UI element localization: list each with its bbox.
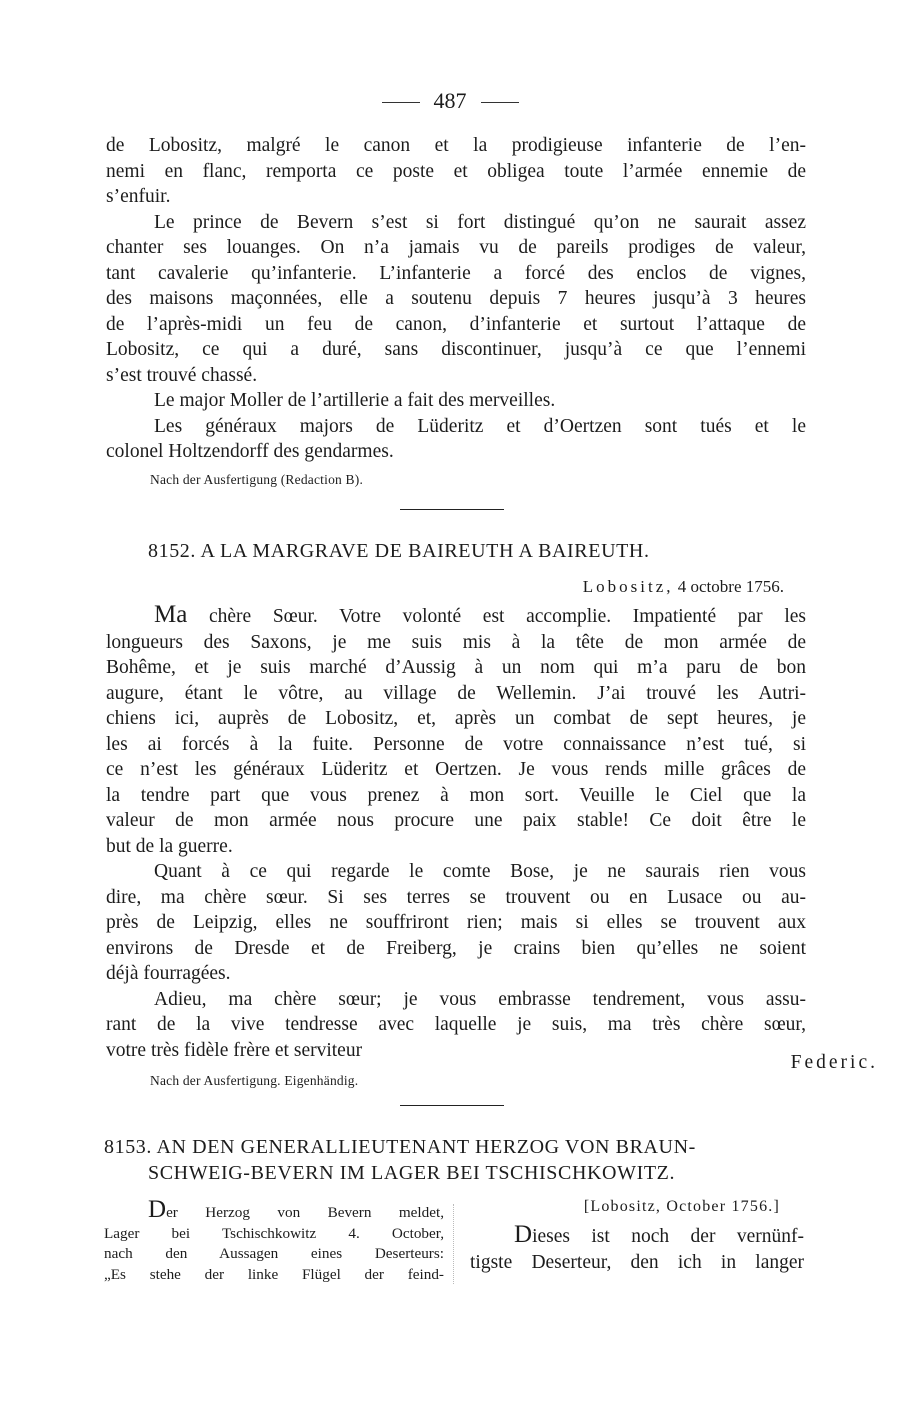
continuation-paragraph-4 bbox=[106, 414, 806, 465]
drop-initial: D bbox=[514, 1221, 533, 1248]
page-number: 487 bbox=[433, 88, 467, 113]
letter-title: 8152. A LA MARGRAVE DE BAIREUTH A BAIREUTH. bbox=[148, 540, 650, 562]
text-line: s’est trouvé chassé. bbox=[106, 364, 258, 386]
text-line: Le major Moller de l’artillerie a fait des merveilles. bbox=[154, 390, 556, 411]
text-line: „Es stehe der linke Flügel der feind- bbox=[104, 1265, 444, 1283]
letter-paragraph-2 bbox=[106, 859, 806, 987]
text-line: dire, ma chère sœur. Si ses terres se trouvent ou en Lusace ou au- bbox=[106, 886, 806, 908]
text-line: des maisons maçonnées, elle a soutenu depuis 7 heures jusqu’à 3 heures bbox=[106, 288, 806, 309]
text-line: chiens ici, auprès de Lobositz, et, après un combat de sept heures, je bbox=[106, 708, 806, 729]
drop-initial: Ma bbox=[154, 601, 188, 628]
text-line: but de la guerre. bbox=[106, 835, 233, 857]
letter-8152-body bbox=[106, 602, 806, 1063]
text-line: de Lobositz, malgré le canon et la prodigieuse infanterie de l’en- bbox=[106, 135, 806, 156]
place-date: [Lobositz, October 1756.] bbox=[583, 1198, 780, 1215]
text-line: près de Leipzig, elles ne souffriront rien; mais si elles se trouvent aux bbox=[106, 912, 806, 933]
text-line: nemi en flanc, remporta ce poste et obligea toute l’armée ennemie de bbox=[106, 160, 806, 182]
text-line: longueurs des Saxons, je me suis mis à la tête de mon armée de bbox=[106, 631, 806, 653]
column-separator bbox=[453, 1204, 454, 1284]
text-line: votre très fidèle frère et serviteur bbox=[106, 1039, 363, 1061]
header-dash-right bbox=[481, 102, 519, 103]
letter-paragraph-3 bbox=[106, 987, 806, 1064]
text-line: nach den Aussagen eines Deserteurs: bbox=[104, 1245, 444, 1262]
text-line: tigste Deserteur, den ich in langer bbox=[470, 1251, 804, 1273]
text-line: la tendre part que vous prenez à mon sort. Veuille le Ciel que la bbox=[106, 784, 806, 806]
text-line bbox=[106, 602, 806, 630]
text-line: de l’après-midi un feu de canon, d’infanterie et surtout l’attaque de bbox=[106, 313, 806, 335]
text-line: chanter ses louanges. On n’a jamais vu de pareils prodiges de valeur, bbox=[106, 237, 806, 258]
text-line: Quant à ce qui regarde le comte Bose, je ne saurais rien vous bbox=[154, 861, 806, 882]
source-note: Nach der Ausfertigung. Eigenhändig. bbox=[150, 1073, 359, 1088]
text-line bbox=[470, 1222, 804, 1250]
summary-column bbox=[104, 1196, 444, 1285]
text-line: valeur de mon armée nous procure une paix stable! Ce doit être le bbox=[106, 810, 806, 831]
text-run: er Herzog von Bevern meldet, bbox=[166, 1204, 444, 1221]
text-line: s’enfuir. bbox=[106, 186, 171, 207]
text-line: déjà fourragées. bbox=[106, 963, 231, 984]
continuation-section bbox=[106, 133, 806, 489]
continuation-paragraph-1 bbox=[106, 133, 806, 210]
signature: Federic. bbox=[790, 1052, 878, 1073]
text-line: rant de la vive tendresse avec laquelle je suis, ma très chère sœur, bbox=[106, 1014, 806, 1035]
continuation-paragraph-3 bbox=[106, 388, 806, 414]
letter-8153-heading bbox=[104, 1134, 804, 1186]
letter-title-line-1: 8153. AN DEN GENERALLIEUTENANT HERZOG VON BRAUN- bbox=[104, 1136, 696, 1158]
text-line: Le prince de Bevern s’est si fort distingué qu’on ne saurait assez bbox=[154, 211, 806, 233]
section-divider bbox=[400, 509, 504, 510]
text-line: environs de Dresde et de Freiberg, je crains bien qu’elles ne soient bbox=[106, 937, 806, 959]
letter-8153-body bbox=[470, 1196, 804, 1275]
header-dash-left bbox=[382, 102, 420, 103]
letter-paragraph-1 bbox=[106, 602, 806, 859]
text-run: ieses ist noch der vernünf- bbox=[532, 1226, 804, 1247]
text-line bbox=[104, 1196, 444, 1224]
text-line: augure, étant le vôtre, au village de Wellemin. J’ai trouvé les Autri- bbox=[106, 682, 806, 704]
text-line: les ai forcés à la fuite. Personne de votre connaissance n’est tué, si bbox=[106, 733, 806, 755]
drop-initial: D bbox=[148, 1196, 167, 1223]
text-line: Lobositz, ce qui a duré, sans discontinuer, jusqu’à ce que l’ennemi bbox=[106, 339, 806, 360]
text-line: Les généraux majors de Lüderitz et d’Oertzen sont tués et le bbox=[154, 415, 806, 437]
letter-8152-dateline bbox=[500, 576, 784, 598]
date: 4 octobre 1756. bbox=[677, 577, 784, 596]
text-line: Adieu, ma chère sœur; je vous embrasse tendrement, vous assu- bbox=[154, 988, 806, 1010]
letter-title-line-2: SCHWEIG-BEVERN IM LAGER BEI TSCHISCHKOWITZ. bbox=[148, 1162, 676, 1184]
section-divider bbox=[400, 1105, 504, 1106]
text-line: ce n’est les généraux Lüderitz et Oertzen. Je vous rends mille grâces de bbox=[106, 759, 806, 780]
continuation-paragraph-2 bbox=[106, 210, 806, 389]
page-header bbox=[0, 88, 900, 114]
text-line: Bohême, et je suis marché d’Aussig à un nom qui m’a paru de bon bbox=[106, 657, 806, 678]
letter-8152-heading bbox=[148, 538, 808, 564]
source-note: Nach der Ausfertigung (Redaction B). bbox=[150, 471, 364, 487]
place: Lobositz, bbox=[582, 577, 674, 596]
text-line: tant cavalerie qu’infanterie. L’infanterie a forcé des enclos de vignes, bbox=[106, 262, 806, 284]
place-date bbox=[500, 576, 784, 598]
letter-8152-source bbox=[106, 1072, 806, 1090]
text-run: chère Sœur. Votre volonté est accomplie. Impatienté par les bbox=[187, 606, 806, 627]
text-line: colonel Holtzendorff des gendarmes. bbox=[106, 441, 394, 462]
text-line: Lager bei Tschischkowitz 4. October, bbox=[104, 1224, 444, 1242]
